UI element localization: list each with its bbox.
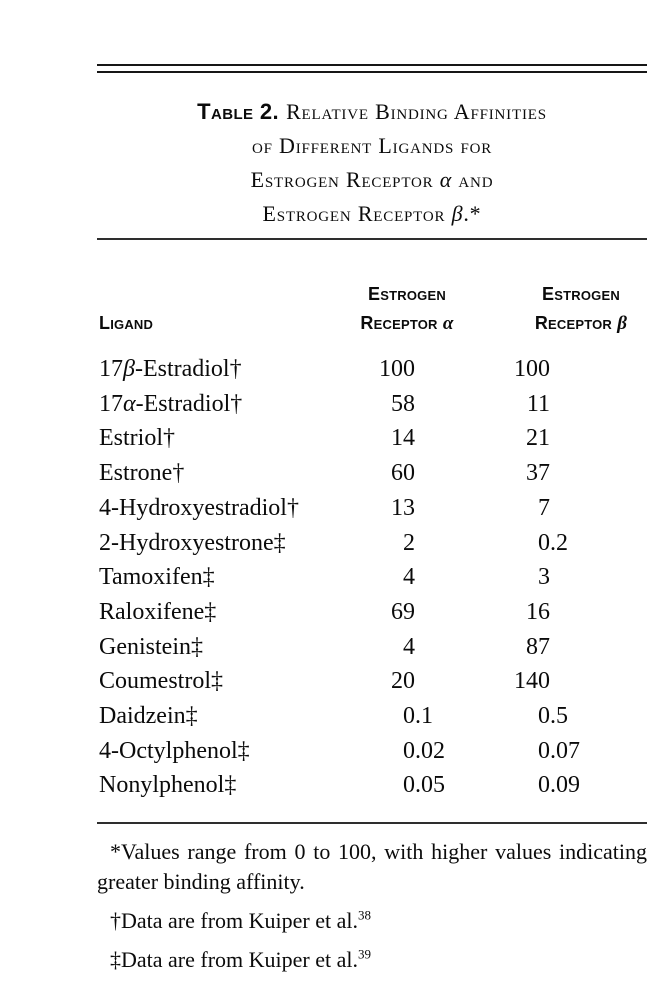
er-beta-value-cell: 21	[526, 425, 550, 452]
er-beta-value-cell: 0.5	[538, 703, 568, 730]
er-alpha-value-cell: 14	[391, 425, 415, 452]
er-beta-value-cell: 140	[514, 668, 550, 695]
er-alpha-value-cell: 0.05	[403, 772, 445, 799]
er-alpha-value-cell: 13	[391, 494, 415, 521]
footnote-reference-38: 38	[358, 907, 371, 923]
title-line-4: Estrogen Receptor β.*	[262, 201, 482, 226]
table-row	[97, 768, 647, 803]
er-alpha-value-cell: 2	[403, 529, 415, 556]
footnote-dagger	[97, 906, 647, 936]
table-body	[97, 352, 647, 803]
table-row	[97, 387, 647, 422]
er-alpha-header-line-2: Receptor α	[360, 313, 454, 334]
ligand-cell: Estriol†	[99, 425, 175, 452]
er-alpha-value-cell: 20	[391, 668, 415, 695]
footnotes	[97, 837, 647, 975]
footnote-reference-39: 39	[358, 946, 371, 962]
top-double-rule	[97, 64, 647, 73]
er-beta-value-cell: 0.2	[538, 529, 568, 556]
ligand-cell: Genistein‡	[99, 633, 203, 660]
table-row	[97, 456, 647, 491]
title-line-2: of Different Ligands for	[251, 133, 493, 158]
footnote-dagger-text: †Data are from Kuiper et al.	[110, 908, 358, 934]
ligand-cell: 17α-Estradiol†	[99, 390, 243, 417]
ligand-cell: 2-Hydroxyestrone‡	[99, 529, 286, 556]
table-row	[97, 664, 647, 699]
ligand-cell: 4-Hydroxyestradiol†	[99, 494, 299, 521]
ligand-cell: Estrone†	[99, 460, 185, 487]
er-alpha-value-cell: 58	[391, 390, 415, 417]
er-beta-header-line-2: Receptor β	[534, 313, 628, 334]
table-row	[97, 421, 647, 456]
er-alpha-header-line-1: Estrogen	[368, 284, 446, 304]
footnote-double-dagger-text: ‡Data are from Kuiper et al.	[110, 947, 358, 973]
er-beta-value-cell: 87	[526, 633, 550, 660]
ligand-cell: Daidzein‡	[99, 703, 198, 730]
er-alpha-value-cell: 69	[391, 598, 415, 625]
table-row	[97, 630, 647, 665]
ligand-cell: 17β-Estradiol†	[99, 356, 242, 382]
table-row	[97, 352, 647, 387]
er-alpha-value-cell: 0.1	[403, 703, 433, 730]
er-beta-value-cell: 37	[526, 460, 550, 487]
table-2-figure	[97, 64, 647, 984]
bottom-separator-rule	[97, 822, 647, 824]
er-beta-value-cell: 16	[526, 598, 550, 625]
table-row	[97, 526, 647, 561]
er-alpha-value-cell: 60	[391, 460, 415, 487]
column-header-er-alpha	[327, 240, 487, 352]
er-alpha-value-cell: 4	[403, 633, 415, 660]
er-beta-value-cell: 0.07	[538, 737, 580, 764]
footnote-double-dagger	[97, 945, 647, 975]
header-row	[97, 240, 647, 352]
title-line-3: Estrogen Receptor α and	[250, 167, 494, 192]
column-header-ligand: Ligand	[99, 313, 154, 333]
ligand-cell: 4-Octylphenol‡	[99, 737, 250, 764]
er-beta-value-cell: 11	[526, 390, 550, 417]
er-beta-header-line-1: Estrogen	[542, 284, 620, 304]
er-beta-value-cell: 7	[538, 494, 550, 521]
title-line-1	[97, 95, 647, 129]
er-beta-value-cell: 0.09	[538, 772, 580, 799]
table-title	[97, 95, 647, 231]
er-alpha-value-cell: 0.02	[403, 737, 445, 764]
ligand-cell: Nonylphenol‡	[99, 772, 237, 799]
column-header-er-beta	[487, 240, 647, 352]
er-alpha-value-cell: 4	[403, 564, 415, 591]
title-text-line-1: Relative Binding Affinities	[286, 99, 547, 124]
table-row	[97, 491, 647, 526]
er-beta-value-cell: 100	[514, 356, 550, 382]
ligand-cell: Tamoxifen‡	[99, 564, 215, 591]
table-row	[97, 560, 647, 595]
table-row	[97, 595, 647, 630]
table-row	[97, 734, 647, 769]
binding-affinity-table	[97, 240, 647, 803]
table-number-label: Table 2.	[197, 99, 280, 124]
footnote-values-range	[97, 837, 647, 897]
er-alpha-value-cell: 100	[379, 356, 415, 382]
footnote-values-range-text: *Values range from 0 to 100, with higher values indicating greater binding affinity.	[97, 839, 647, 895]
ligand-cell: Raloxifene‡	[99, 598, 217, 625]
table-row	[97, 699, 647, 734]
ligand-cell: Coumestrol‡	[99, 668, 223, 695]
er-beta-value-cell: 3	[538, 564, 550, 591]
